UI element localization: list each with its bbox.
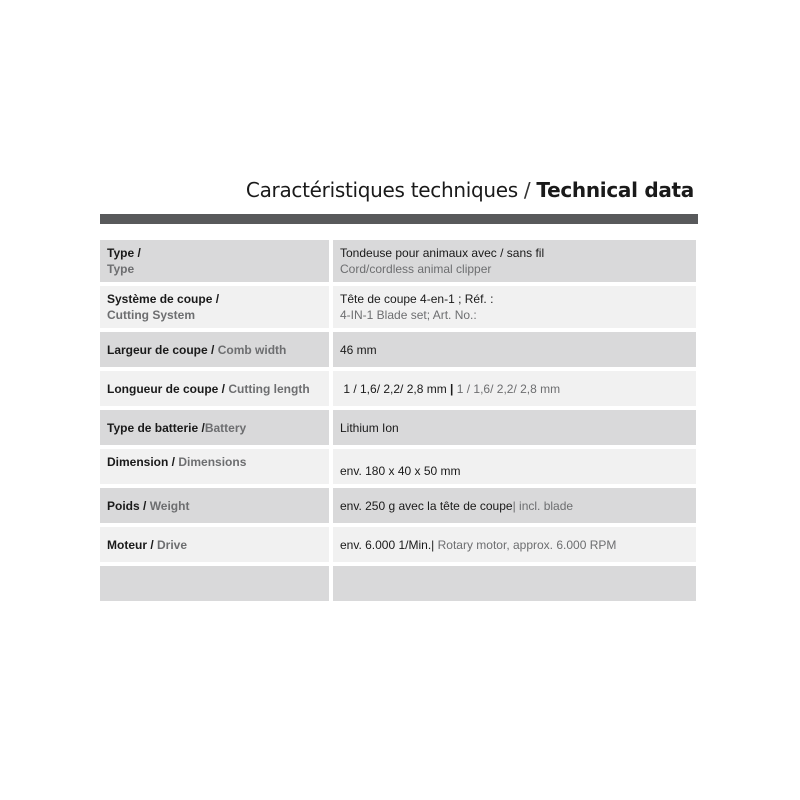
title-french: Caractéristiques techniques	[245, 178, 518, 202]
spec-label	[100, 449, 329, 484]
label-french: Moteur /	[107, 537, 154, 552]
label-french: Longueur de coupe /	[107, 381, 226, 396]
spec-value-empty	[333, 566, 696, 601]
label-english: Battery	[204, 420, 247, 435]
value-french: 46 mm	[340, 342, 377, 357]
header-rule	[100, 214, 698, 224]
spec-value	[333, 286, 696, 328]
value-english: | incl. blade	[512, 498, 574, 513]
spec-value	[333, 371, 696, 406]
value-english: Cord/cordless animal clipper	[340, 262, 492, 276]
label-french: Type de batterie /	[107, 420, 205, 435]
spec-label-empty	[100, 566, 329, 601]
table-row	[100, 240, 696, 282]
value-separator: |	[431, 537, 438, 552]
value-separator: |	[446, 381, 457, 396]
label-english: Drive	[157, 537, 188, 552]
table-row	[100, 332, 696, 367]
table-row-empty	[100, 566, 696, 601]
value-french: env. 250 g avec la tête de coupe	[340, 498, 513, 513]
spec-value	[333, 410, 696, 445]
spec-label	[100, 527, 329, 562]
label-french: Dimension /	[107, 455, 176, 469]
label-french: Type /	[107, 246, 141, 260]
value-english: 4-IN-1 Blade set; Art. No.:	[340, 308, 477, 322]
label-english: Type	[107, 262, 135, 276]
spec-value	[333, 449, 696, 484]
table-row	[100, 286, 696, 328]
value-french: env. 180 x 40 x 50 mm	[340, 464, 461, 478]
value-french: Tête de coupe 4-en-1 ; Réf. :	[340, 292, 494, 306]
spec-table	[100, 240, 696, 605]
table-row	[100, 449, 696, 484]
table-row	[100, 410, 696, 445]
page-title	[100, 178, 694, 202]
label-english: Dimensions	[178, 455, 247, 469]
value-french: Tondeuse pour animaux avec / sans fil	[340, 246, 545, 260]
title-english: Technical data	[536, 178, 694, 202]
spec-label	[100, 410, 329, 445]
value-english: 1 / 1,6/ 2,2/ 2,8 mm	[456, 381, 561, 396]
spec-value	[333, 527, 696, 562]
label-french: Largeur de coupe /	[107, 342, 215, 357]
value-french: env. 6.000 1/Min.	[340, 537, 432, 552]
label-french: Poids /	[107, 498, 147, 513]
spec-label	[100, 488, 329, 523]
spec-label	[100, 286, 329, 328]
spec-label	[100, 371, 329, 406]
table-row	[100, 527, 696, 562]
spec-label	[100, 240, 329, 282]
label-french: Système de coupe /	[107, 292, 220, 306]
label-english: Cutting System	[107, 308, 196, 322]
label-english: Weight	[149, 498, 190, 513]
value-english: Rotary motor, approx. 6.000 RPM	[437, 537, 617, 552]
value-french: Lithium Ion	[340, 420, 399, 435]
spec-label	[100, 332, 329, 367]
spec-value	[333, 332, 696, 367]
title-separator: /	[517, 178, 537, 202]
table-row	[100, 371, 696, 406]
value-french: 1 / 1,6/ 2,2/ 2,8 mm	[340, 381, 447, 396]
label-english: Cutting length	[228, 381, 310, 396]
spec-value	[333, 488, 696, 523]
spec-value	[333, 240, 696, 282]
table-row	[100, 488, 696, 523]
label-english: Comb width	[217, 342, 287, 357]
